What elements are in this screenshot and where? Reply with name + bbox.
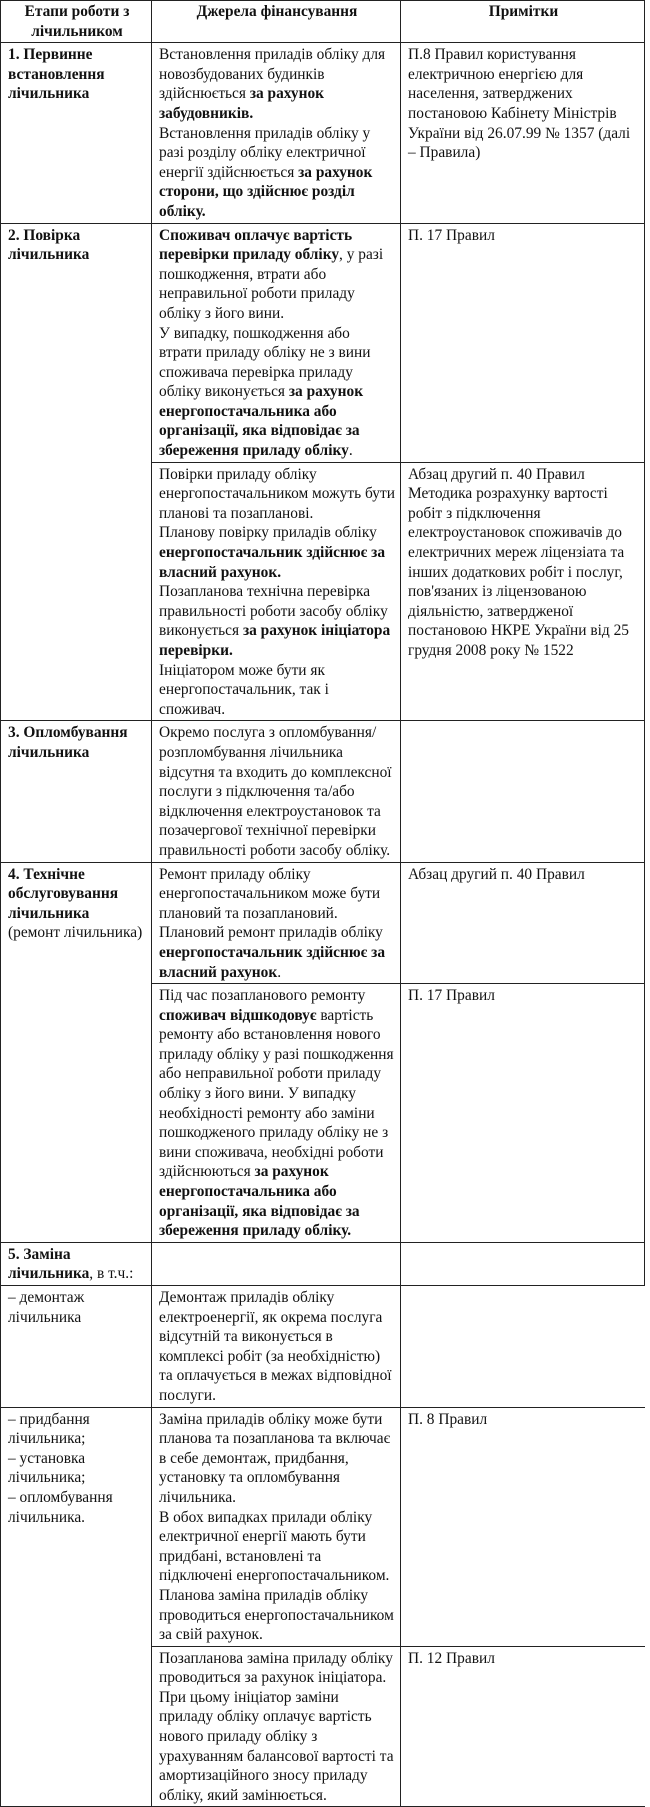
text-run: Позапланова заміна приладу обліку проводиться за рахунок ініціатора. При цьому ініціатор заміни приладу обліку оплачує вартість нового приладу обліку з урахуванням балансової вартості та амортизаційного зносу приладу обліку, який замінюється.: [159, 1649, 394, 1804]
financing-cell: [152, 1646, 401, 1807]
header-stages: Етапи роботи з лічильником: [1, 1, 152, 43]
bold-text: за рахунок ініціатора перевірки.: [159, 622, 391, 659]
bold-text: за рахунок забудовників.: [159, 85, 325, 122]
text-run: П.8 Правил користування електричною енергією для населення, затверджених постановою Кабінету Міністрів України від 26.07.99 № 1357 (далі – Правила): [408, 46, 631, 162]
text-run: Заміна приладів обліку може бути планова та позапланова та включає в себе демонтаж, придбання, установку та опломбування лічильника.: [159, 1410, 391, 1506]
text-run: , в т.ч.:: [89, 1265, 134, 1283]
text-run: Планову повірку приладів обліку: [159, 524, 377, 542]
text-run: – демонтаж лічильника: [8, 1289, 85, 1326]
table-row: [1, 721, 645, 862]
stage-cell: [1, 223, 152, 721]
stage-cell: [1, 43, 152, 223]
financing-cell: [152, 1407, 401, 1646]
header-row: [1, 1, 645, 43]
bold-text: 3. Опломбування лічильника: [8, 724, 128, 761]
text-run: – установка лічильника;: [8, 1449, 86, 1487]
text-run: П. 17 Правил: [408, 226, 495, 244]
bold-text: 4. Технічне обслуговування лічильника: [8, 865, 119, 922]
notes-cell: [401, 721, 645, 862]
text-run: П. 12 Правил: [408, 1649, 495, 1667]
text-run: Повірки приладу обліку енергопостачальником можуть бути планові та позапланові.: [159, 465, 395, 522]
financing-cell: [152, 462, 401, 721]
header-notes: Примітки: [401, 1, 645, 43]
bold-text: 2. Повірка лічильника: [8, 226, 90, 264]
text-run: .: [348, 442, 353, 460]
financing-cell: [152, 43, 401, 223]
table-body: [1, 43, 645, 1807]
table-row: [1, 1407, 645, 1646]
text-run: Планова заміна приладів обліку проводиться енергопостачальником за свій рахунок.: [159, 1586, 394, 1644]
text-run: Абзац другий п. 40 Правил: [408, 465, 585, 483]
text-run: – придбання лічильника;: [8, 1410, 90, 1448]
bold-text: 1. Первинне встановлення лічильника: [8, 46, 105, 103]
text-run: Демонтаж приладів обліку електроенергії, як окрема послуга відсутній та виконується в комплексі робіт (за необхідністю) та оплачується в межах відповідної послуги.: [159, 1289, 392, 1404]
financing-cell: [152, 862, 401, 984]
notes-cell: [401, 862, 645, 984]
text-run: П. 8 Правил: [408, 1410, 488, 1428]
financing-cell: [152, 1242, 401, 1285]
text-run: П. 17 Правил: [408, 987, 495, 1005]
text-run: Ремонт приладу обліку енергопостачальником може бути плановий та позаплановий.: [159, 865, 381, 922]
text-run: Ініціатором може бути як енергопостачальник, так і споживач.: [159, 661, 329, 718]
notes-cell: [401, 1242, 645, 1285]
financing-cell: [152, 223, 401, 462]
text-run: вартість ремонту або встановлення нового приладу обліку у разі пошкодження або неправильної роботи приладу обліку з його вини. У випадку необхідності ремонту або заміни пошкодженого приладу обліку не з вини споживача, необхідні роботи здійснюються: [159, 1006, 394, 1181]
text-run: Окремо послуга з опломбування/ розпломбування лічильника відсутня та входить до комплексної послуги з підключення та/або відключення електроустановок та позачергової технічної перевірки правильності роботи засобу обліку.: [159, 724, 392, 859]
bold-text: енергопостачальник здійснює за власний рахунок.: [159, 544, 386, 581]
stage-cell: [1, 1286, 152, 1408]
text-run: У випадку, пошкодження або втрати приладу обліку не з вини споживача перевірка приладу обліку виконується: [159, 324, 371, 401]
bold-text: за рахунок енергопостачальника або організації, яка відповідає за збереження приладу обліку: [159, 383, 364, 460]
stage-cell: [1, 1242, 152, 1285]
bold-text: споживач відшкодовує: [159, 1006, 317, 1024]
text-run: Встановлення приладів обліку для новозбудованих будинків здійснюється: [159, 46, 386, 103]
text-run: Плановий ремонт приладів обліку: [159, 924, 383, 942]
financing-cell: [152, 1286, 401, 1408]
text-run: Позапланова технічна перевірка правильності роботи засобу обліку виконується: [159, 583, 388, 640]
table-row: [1, 1242, 645, 1285]
bold-text: енергопостачальник здійснює за власний рахунок: [159, 943, 386, 981]
notes-cell: [401, 1407, 645, 1646]
text-run: Абзац другий п. 40 Правил: [408, 865, 585, 883]
stage-cell: [1, 862, 152, 1242]
notes-cell: [401, 1646, 645, 1807]
text-run: Встановлення приладів обліку у разі розділу обліку електричної енергії здійснюється: [159, 124, 371, 181]
stage-cell: [1, 1407, 152, 1807]
financing-cell: [152, 721, 401, 862]
bold-text: 5. Заміна лічильника: [8, 1245, 90, 1283]
notes-cell: [401, 984, 645, 1243]
text-run: (ремонт лічильника): [8, 924, 143, 942]
text-run: .: [277, 963, 282, 981]
table-row: [1, 862, 645, 984]
notes-cell: [401, 223, 645, 462]
bold-text: Споживач оплачує вартість перевірки приладу обліку: [159, 226, 353, 264]
text-run: Під час позапланового ремонту: [159, 987, 366, 1005]
notes-cell: [401, 1286, 645, 1408]
bold-text: за рахунок енергопостачальника або організації, яка відповідає за збереження приладу обліку.: [159, 1163, 360, 1240]
table-row: [1, 43, 645, 223]
notes-cell: [401, 462, 645, 721]
table-row: [1, 1286, 645, 1408]
text-run: , у разі пошкодження, втрати або неправильної роботи приладу обліку з його вини.: [159, 246, 384, 322]
text-run: – опломбування лічильника.: [8, 1488, 113, 1526]
financing-cell: [152, 984, 401, 1243]
header-financing: Джерела фінансування: [152, 1, 401, 43]
stage-cell: [1, 721, 152, 862]
text-run: В обох випадках прилади обліку електричної енергії мають бути придбані, встановлені та підключені енергопостачальником.: [159, 1508, 390, 1585]
notes-cell: [401, 43, 645, 223]
text-run: Методика розрахунку вартості робіт з підключення електроустановок споживачів до електричних мереж ліцензіата та інших додаткових робіт і послуг, пов'язаних із ліцензованою діяльністю, затвердженої постановою НКРЕ України від 25 грудня 2008 року № 1522: [408, 485, 629, 659]
bold-text: за рахунок сторони, що здійснює розділ обліку.: [159, 163, 373, 220]
table-row: [1, 223, 645, 462]
